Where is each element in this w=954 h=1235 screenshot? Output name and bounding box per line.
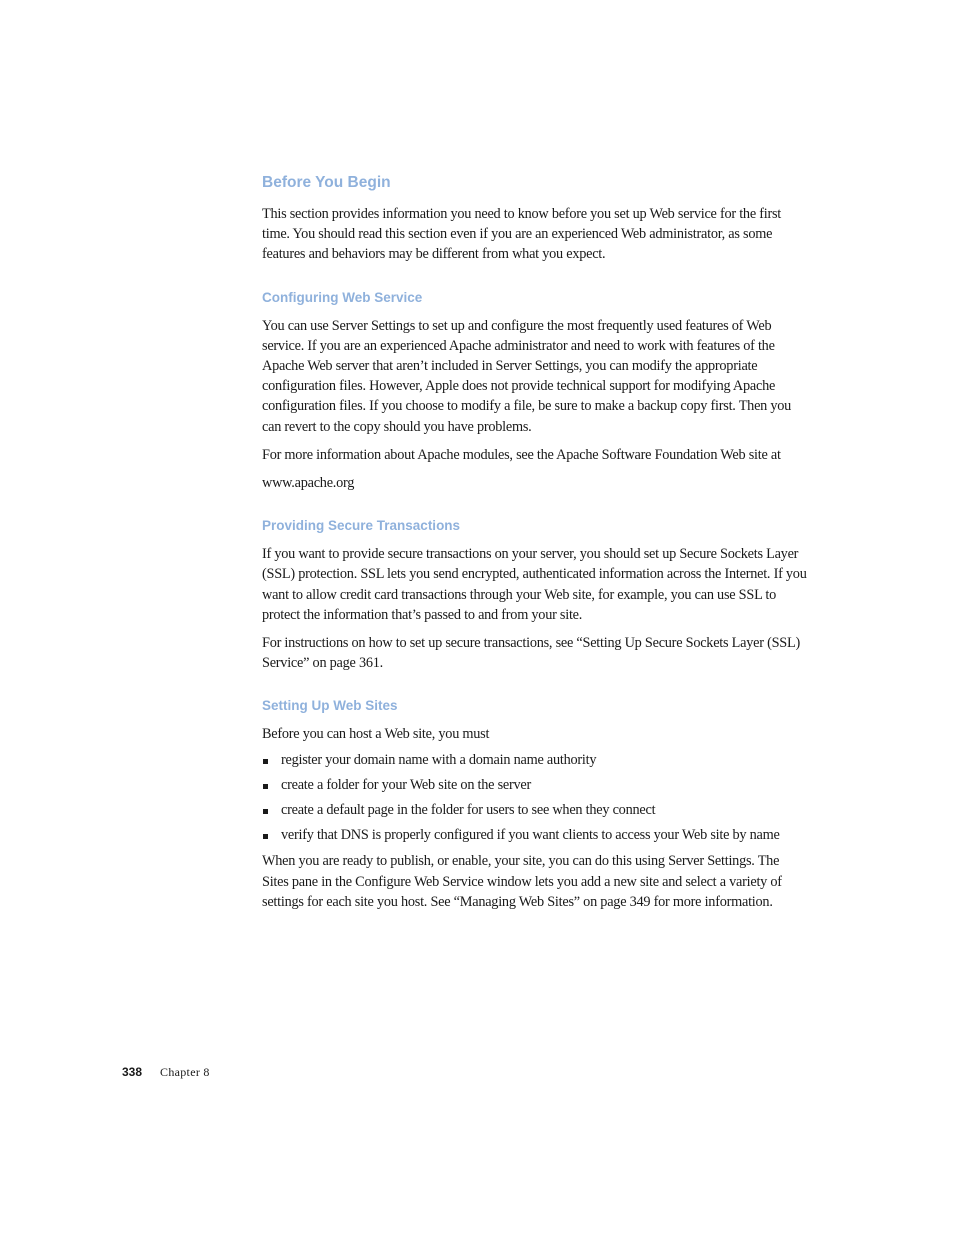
paragraph-sites-intro: Before you can host a Web site, you must (262, 726, 490, 743)
apache-url: www.apache.org (262, 475, 355, 492)
list-item: register your domain name with a domain name authority (262, 750, 807, 770)
heading-setting-up-web-sites: Setting Up Web Sites (262, 698, 398, 714)
heading-secure-transactions: Providing Secure Transactions (262, 518, 461, 534)
list-item: create a default page in the folder for users to see when they connect (262, 800, 807, 820)
square-bullet-icon (263, 784, 268, 789)
paragraph-secure-2: For instructions on how to set up secure transactions, see “Setting Up Secure Sockets Layer (SSL) Service” on page 361. (262, 635, 800, 672)
chapter-label: Chapter 8 (160, 1065, 210, 1079)
page-content (262, 172, 807, 920)
paragraph-sites-1: When you are ready to publish, or enable, your site, you can do this using Server Settings. The Sites pane in the Configure Web Service window lets you add a new site and select a variety of settings for each site you host. See “Managing Web Sites” on page 349 for more information. (262, 853, 782, 910)
square-bullet-icon (263, 809, 268, 814)
list-item: create a folder for your Web site on the server (262, 775, 807, 795)
list-item: verify that DNS is properly configured if you want clients to access your Web site by name (262, 825, 807, 845)
square-bullet-icon (263, 834, 268, 839)
page-footer (122, 1064, 210, 1080)
square-bullet-icon (263, 759, 268, 764)
heading-before-you-begin: Before You Begin (262, 174, 391, 191)
paragraph-secure-1: If you want to provide secure transactions on your server, you should set up Secure Sockets Layer (SSL) protection. SSL lets you send encrypted, authenticated information across the Internet. If you want to allow credit card transactions through your Web site, for example, you can use SSL to protect the information that’s passed to and from your site. (262, 546, 807, 623)
requirements-list (262, 750, 807, 846)
paragraph-before-you-begin: This section provides information you need to know before you set up Web service for the first time. You should read this section even if you are an experienced Web administrator, as some features and behaviors may be different from what you expect. (262, 206, 782, 263)
heading-configuring-web-service: Configuring Web Service (262, 289, 423, 305)
page-number: 338 (122, 1065, 143, 1079)
paragraph-configuring-1: You can use Server Settings to set up and configure the most frequently used features of Web service. If you are an experienced Apache administrator and need to work with features of the Apache Web server that aren’t included in Server Settings, you can modify the appropriate configuration files. However, Apple does not provide technical support for modifying Apache configuration files. If you choose to modify a file, be sure to make a backup copy first. Then you can revert to the copy should you have problems. (262, 317, 792, 435)
paragraph-configuring-2: For more information about Apache modules, see the Apache Software Foundation Web site at (262, 446, 781, 463)
